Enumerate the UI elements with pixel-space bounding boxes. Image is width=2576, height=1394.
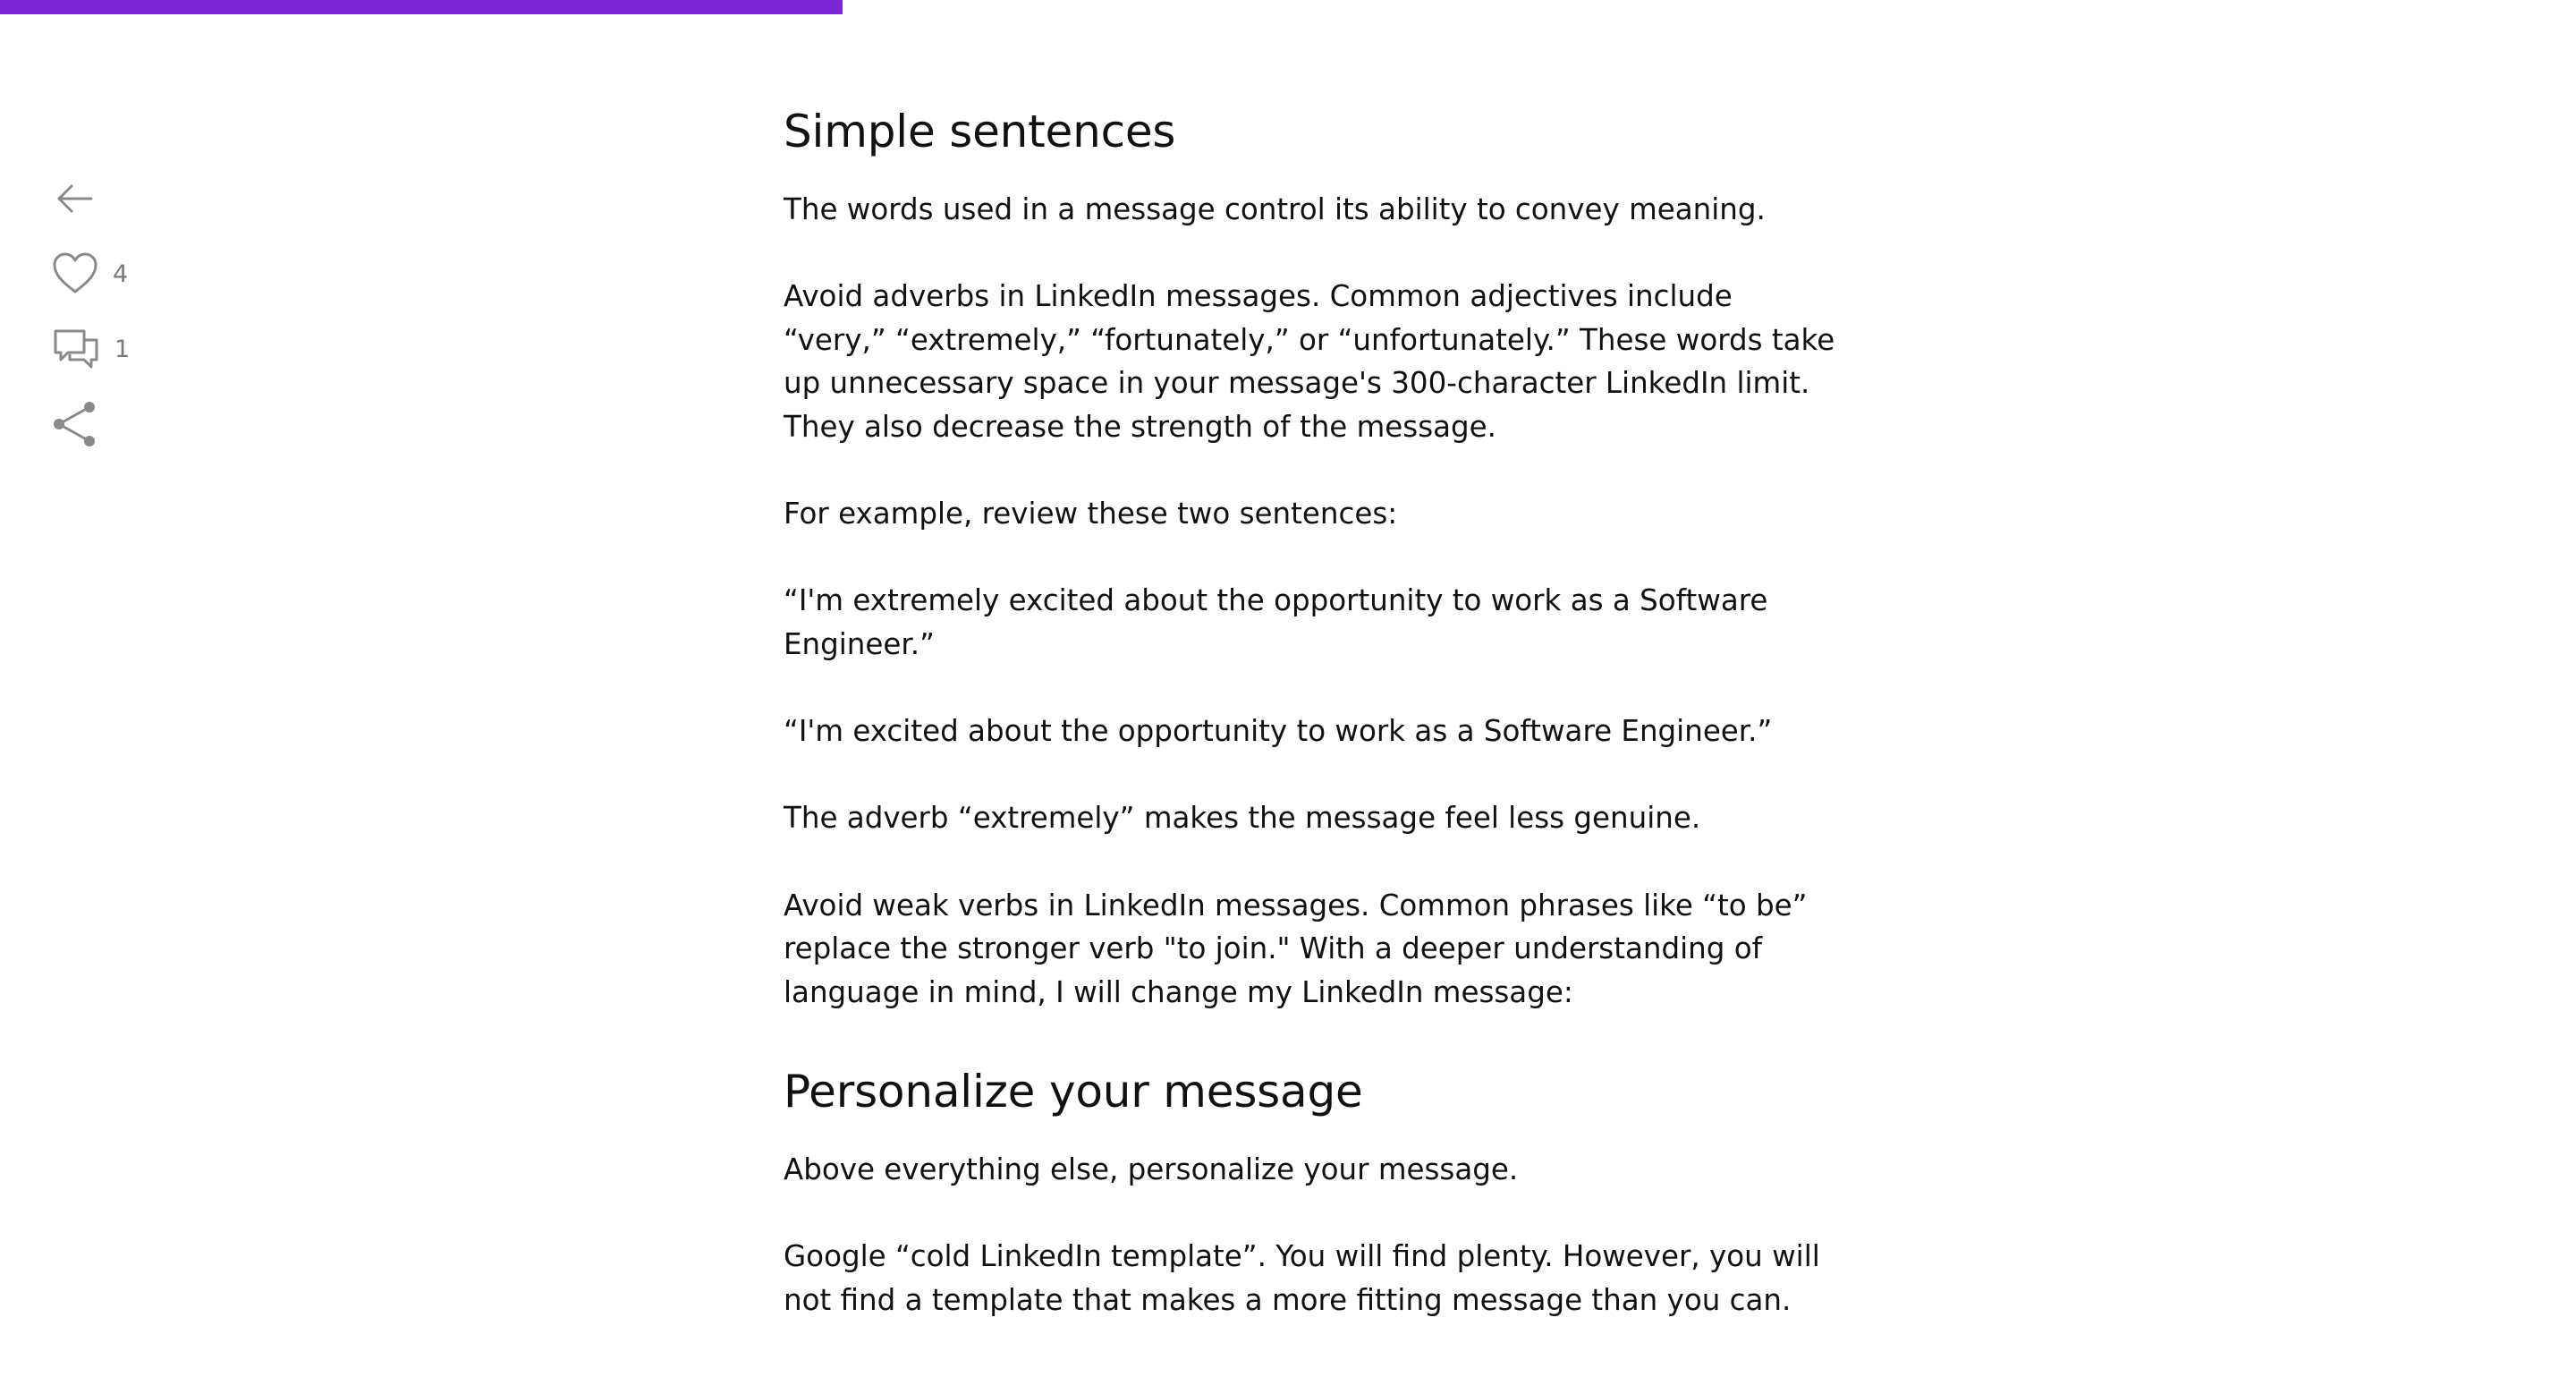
reading-progress-fill <box>0 0 843 14</box>
paragraph: Google “cold LinkedIn template”. You will find plenty. However, you will not find a template that makes a more fitting message than you can. <box>784 1239 1820 1318</box>
share-icon <box>52 400 98 448</box>
reading-progress-bar <box>0 0 2576 14</box>
like-button[interactable] <box>52 250 177 298</box>
paragraph: Avoid adverbs in LinkedIn messages. Common adjectives include “very,” “extremely,” “fortunately,” or “unfortunately.” These words take up unnecessary space in your message's 300-character LinkedIn limit. They also decrease the strength of the message. <box>784 279 1835 444</box>
section-heading-simple-sentences: Simple sentences <box>784 106 1176 157</box>
share-button[interactable] <box>52 400 177 448</box>
comment-bubbles-icon <box>52 327 100 371</box>
paragraph: “I'm excited about the opportunity to work as a Software Engineer.” <box>784 714 1773 749</box>
paragraph: The words used in a message control its ability to convey meaning. <box>784 192 1766 226</box>
like-count: 4 <box>113 259 129 288</box>
heart-icon <box>52 251 98 296</box>
back-button[interactable] <box>52 174 177 223</box>
paragraph: The adverb “extremely” makes the message feel less genuine. <box>784 801 1701 836</box>
article-body <box>784 98 1839 1322</box>
paragraph: “I'm extremely excited about the opportunity to work as a Software Engineer.” <box>784 583 1768 661</box>
paragraph: Avoid weak verbs in LinkedIn messages. Common phrases like “to be” replace the stronger verb "to join." With a deeper understanding of language in mind, I will change my LinkedIn message: <box>784 888 1808 1009</box>
article-action-rail <box>52 174 177 475</box>
comment-button[interactable] <box>52 325 177 373</box>
arrow-left-icon <box>52 176 97 221</box>
section-heading-personalize: Personalize your message <box>784 1066 1363 1118</box>
paragraph: For example, review these two sentences: <box>784 497 1398 531</box>
comment-count: 1 <box>114 335 131 363</box>
paragraph: Above everything else, personalize your message. <box>784 1152 1519 1187</box>
